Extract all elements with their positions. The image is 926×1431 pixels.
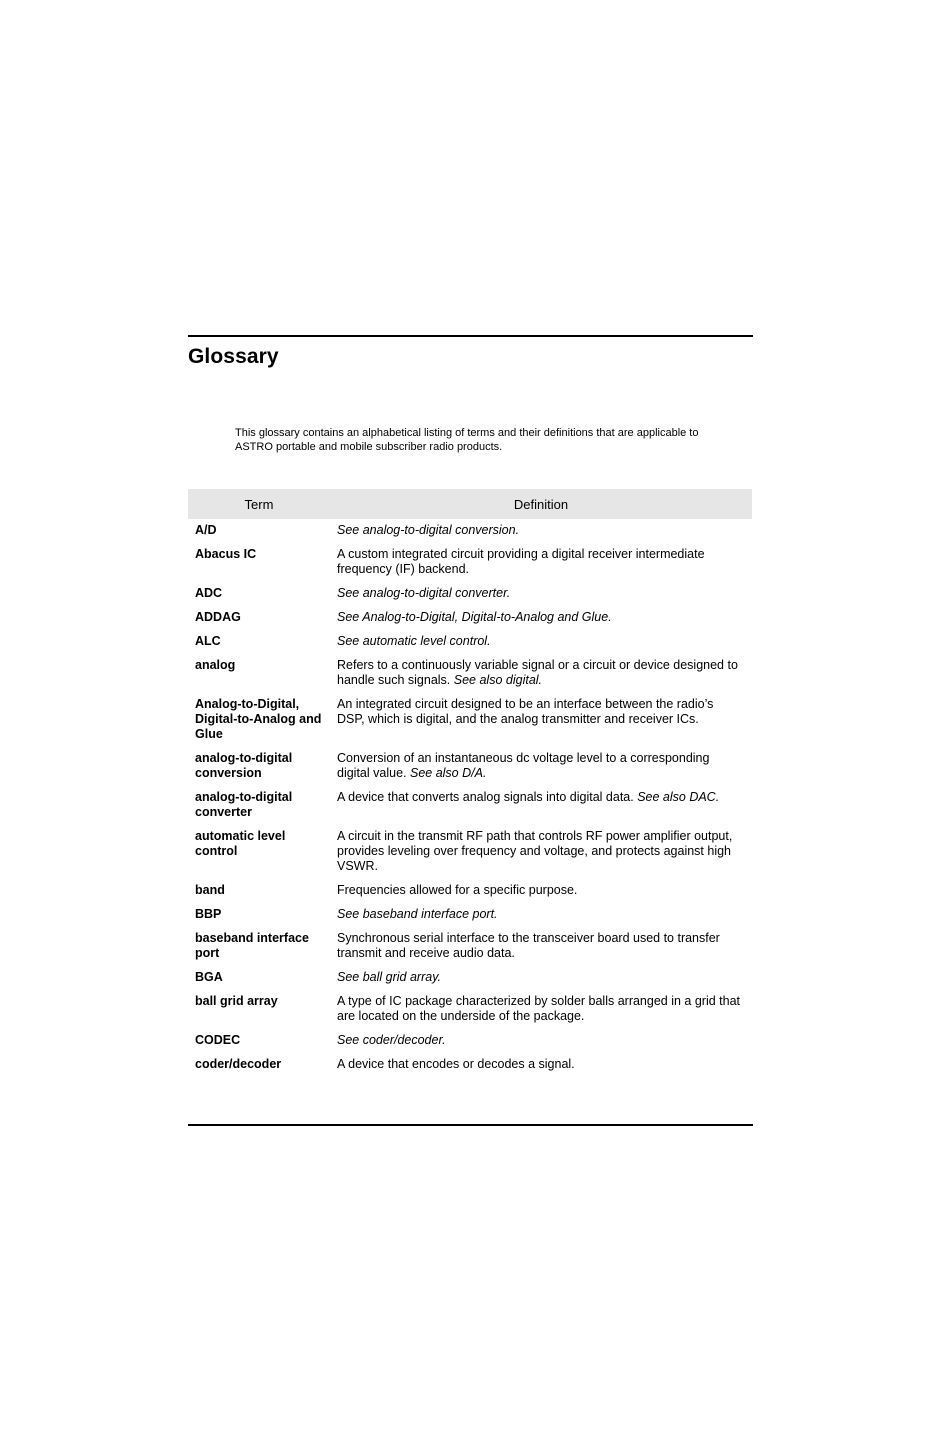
glossary-definition (330, 656, 752, 695)
header-term: Term (188, 489, 330, 519)
cross-reference: See also digital. (453, 673, 543, 687)
glossary-definition (330, 584, 752, 608)
table-row (188, 992, 752, 1031)
table-row (188, 881, 752, 905)
bottom-rule (188, 1124, 753, 1126)
table-row (188, 827, 752, 881)
glossary-definition (330, 695, 752, 749)
table-row (188, 656, 752, 695)
definition-text: A device that converts analog signals into digital data. (337, 790, 634, 804)
definition-text: A device that encodes or decodes a signal. (337, 1057, 575, 1071)
glossary-term: analog-to-digital conversion (195, 751, 293, 780)
table-row (188, 905, 752, 929)
glossary-term: BBP (195, 907, 222, 921)
glossary-term: ALC (195, 634, 221, 648)
table-row (188, 1055, 752, 1079)
glossary-term: BGA (195, 970, 223, 984)
table-row (188, 545, 752, 584)
glossary-definition (330, 827, 752, 881)
cross-reference: See ball grid array. (337, 970, 441, 984)
table-header-row (188, 489, 752, 519)
glossary-term: ADDAG (195, 610, 241, 624)
glossary-definition (330, 519, 752, 545)
glossary-term: A/D (195, 523, 217, 537)
glossary-definition (330, 788, 752, 827)
cross-reference: See analog-to-digital converter. (337, 586, 511, 600)
glossary-term: CODEC (195, 1033, 241, 1047)
intro-paragraph: This glossary contains an alphabetical listing of terms and their definitions that are applicable to ASTRO portable and mobile subscriber radio products. (235, 427, 699, 453)
cross-reference: See also D/A. (409, 766, 487, 780)
table-row (188, 519, 752, 545)
cross-reference: See baseband interface port. (337, 907, 498, 921)
header-definition: Definition (330, 489, 752, 519)
table-row (188, 788, 752, 827)
glossary-term: automatic level control (195, 829, 286, 858)
glossary-definition (330, 1055, 752, 1079)
glossary-definition (330, 545, 752, 584)
table-row (188, 584, 752, 608)
glossary-term: ADC (195, 586, 223, 600)
table-row (188, 749, 752, 788)
table-row (188, 695, 752, 749)
cross-reference: See analog-to-digital conversion. (337, 523, 520, 537)
table-row (188, 1031, 752, 1055)
glossary-definition (330, 632, 752, 656)
glossary-table (188, 489, 752, 1079)
glossary-term: baseband interface port (195, 931, 309, 960)
glossary-definition (330, 608, 752, 632)
top-rule (188, 335, 753, 337)
cross-reference: See coder/decoder. (337, 1033, 446, 1047)
table-row (188, 632, 752, 656)
glossary-definition (330, 905, 752, 929)
page-title: Glossary (188, 345, 279, 368)
cross-reference: See also DAC. (637, 790, 720, 804)
glossary-term: band (195, 883, 225, 897)
definition-text: Conversion of an instantaneous dc voltage level to a corresponding digital value. (337, 751, 710, 780)
cross-reference: See automatic level control. (337, 634, 491, 648)
definition-text: Refers to a continuously variable signal or a circuit or device designed to handle such signals. (337, 658, 738, 687)
definition-text: A type of IC package characterized by solder balls arranged in a grid that are located on the underside of the package. (337, 994, 741, 1023)
definition-text: Frequencies allowed for a specific purpose. (337, 883, 578, 897)
definition-text: An integrated circuit designed to be an interface between the radio’s DSP, which is digital, and the analog transmitter and receiver ICs. (337, 697, 714, 726)
glossary-term: Abacus IC (195, 547, 257, 561)
cross-reference: See Analog-to-Digital, Digital-to-Analog and Glue. (337, 610, 612, 624)
glossary-definition (330, 881, 752, 905)
table-row (188, 929, 752, 968)
glossary-definition (330, 749, 752, 788)
definition-text: Synchronous serial interface to the transceiver board used to transfer transmit and receive audio data. (337, 931, 720, 960)
glossary-term: Analog-to-Digital, Digital-to-Analog and Glue (195, 697, 322, 741)
glossary-definition (330, 992, 752, 1031)
glossary-definition (330, 929, 752, 968)
table-row (188, 968, 752, 992)
glossary-term: analog (195, 658, 236, 672)
glossary-term: coder/decoder (195, 1057, 282, 1071)
glossary-definition (330, 968, 752, 992)
glossary-definition (330, 1031, 752, 1055)
glossary-term: analog-to-digital converter (195, 790, 293, 819)
definition-text: A custom integrated circuit providing a digital receiver intermediate frequency (IF) backend. (337, 547, 705, 576)
table-row (188, 608, 752, 632)
glossary-term: ball grid array (195, 994, 278, 1008)
glossary-body (188, 519, 752, 1079)
definition-text: A circuit in the transmit RF path that controls RF power amplifier output, provides leveling over frequency and voltage, and protects against high VSWR. (337, 829, 733, 873)
